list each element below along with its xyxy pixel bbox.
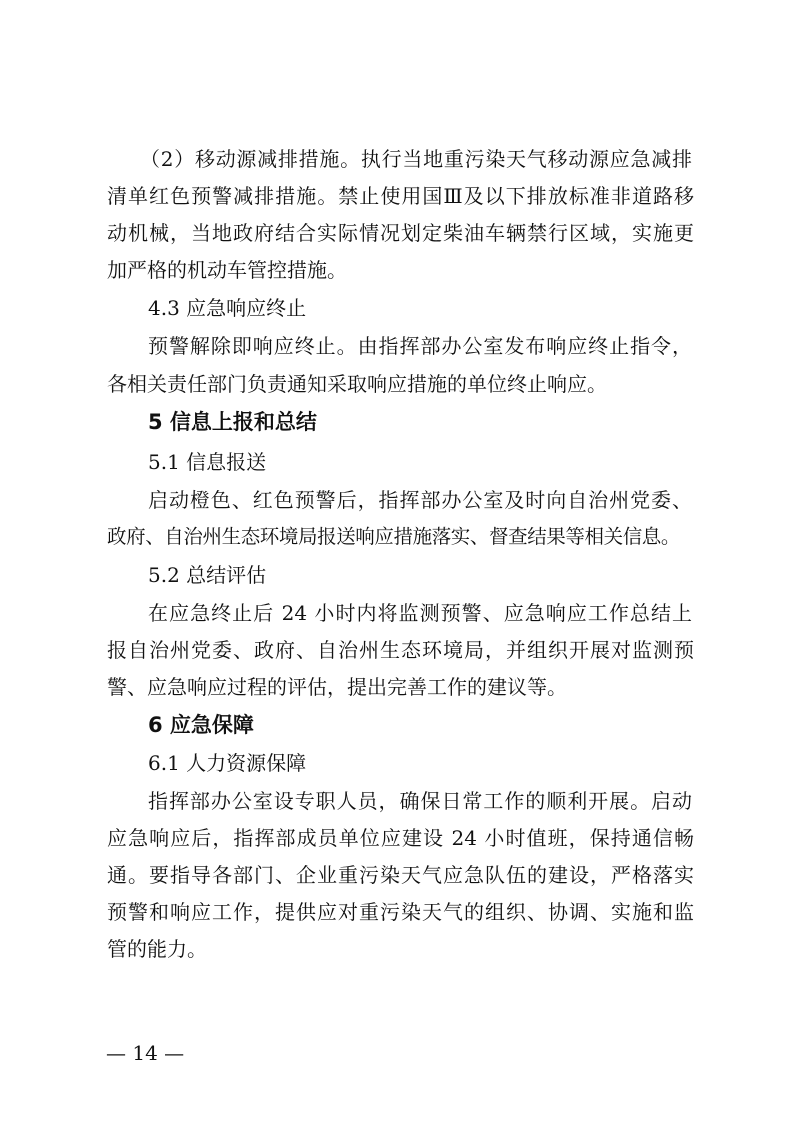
body-line: 警、应急响应过程的评估，提出完善工作的建议等。 bbox=[107, 675, 567, 699]
page-number: — 14 — bbox=[106, 1041, 185, 1065]
body-line: 政府、自治州生态环境局报送响应措施落实、督查结果等相关信息。 bbox=[107, 525, 681, 548]
body-line: 预警和响应工作，提供应对重污染天气的组织、协调、实施和监 bbox=[107, 900, 694, 924]
body-line: 通。要指导各部门、企业重污染天气应急队伍的建设，严格落实 bbox=[107, 863, 694, 887]
body-line: 报自治州党委、政府、自治州生态环境局，并组织开展对监测预 bbox=[107, 638, 694, 662]
subsection-heading: 5.2 总结评估 bbox=[148, 563, 267, 587]
body-line: 清单红色预警减排措施。禁止使用国Ⅲ及以下排放标准非道路移 bbox=[107, 184, 694, 208]
body-line: 指挥部办公室设专职人员，确保日常工作的顺利开展。启动 bbox=[148, 789, 692, 813]
body-line: 各相关责任部门负责通知采取响应措施的单位终止响应。 bbox=[107, 372, 607, 396]
body-line: 预警解除即响应终止。由指挥部办公室发布响应终止指令， bbox=[148, 334, 692, 358]
body-line: 动机械，当地政府结合实际情况划定柴油车辆禁行区域，实施更 bbox=[107, 221, 694, 245]
section-heading: 6 应急保障 bbox=[148, 713, 254, 737]
subsection-heading: 4.3 应急响应终止 bbox=[148, 296, 307, 320]
body-line: 应急响应后，指挥部成员单位应建设 24 小时值班，保持通信畅 bbox=[107, 826, 694, 850]
body-line: 加严格的机动车管控措施。 bbox=[107, 258, 347, 282]
section-heading: 5 信息上报和总结 bbox=[148, 410, 317, 434]
subsection-heading: 6.1 人力资源保障 bbox=[148, 751, 307, 775]
body-line: （2）移动源减排措施。执行当地重污染天气移动源应急减排 bbox=[140, 147, 692, 171]
body-line: 在应急终止后 24 小时内将监测预警、应急响应工作总结上 bbox=[148, 601, 692, 625]
body-line: 管的能力。 bbox=[107, 937, 207, 961]
subsection-heading: 5.1 信息报送 bbox=[148, 450, 267, 474]
body-line: 启动橙色、红色预警后，指挥部办公室及时向自治州党委、 bbox=[148, 488, 692, 512]
